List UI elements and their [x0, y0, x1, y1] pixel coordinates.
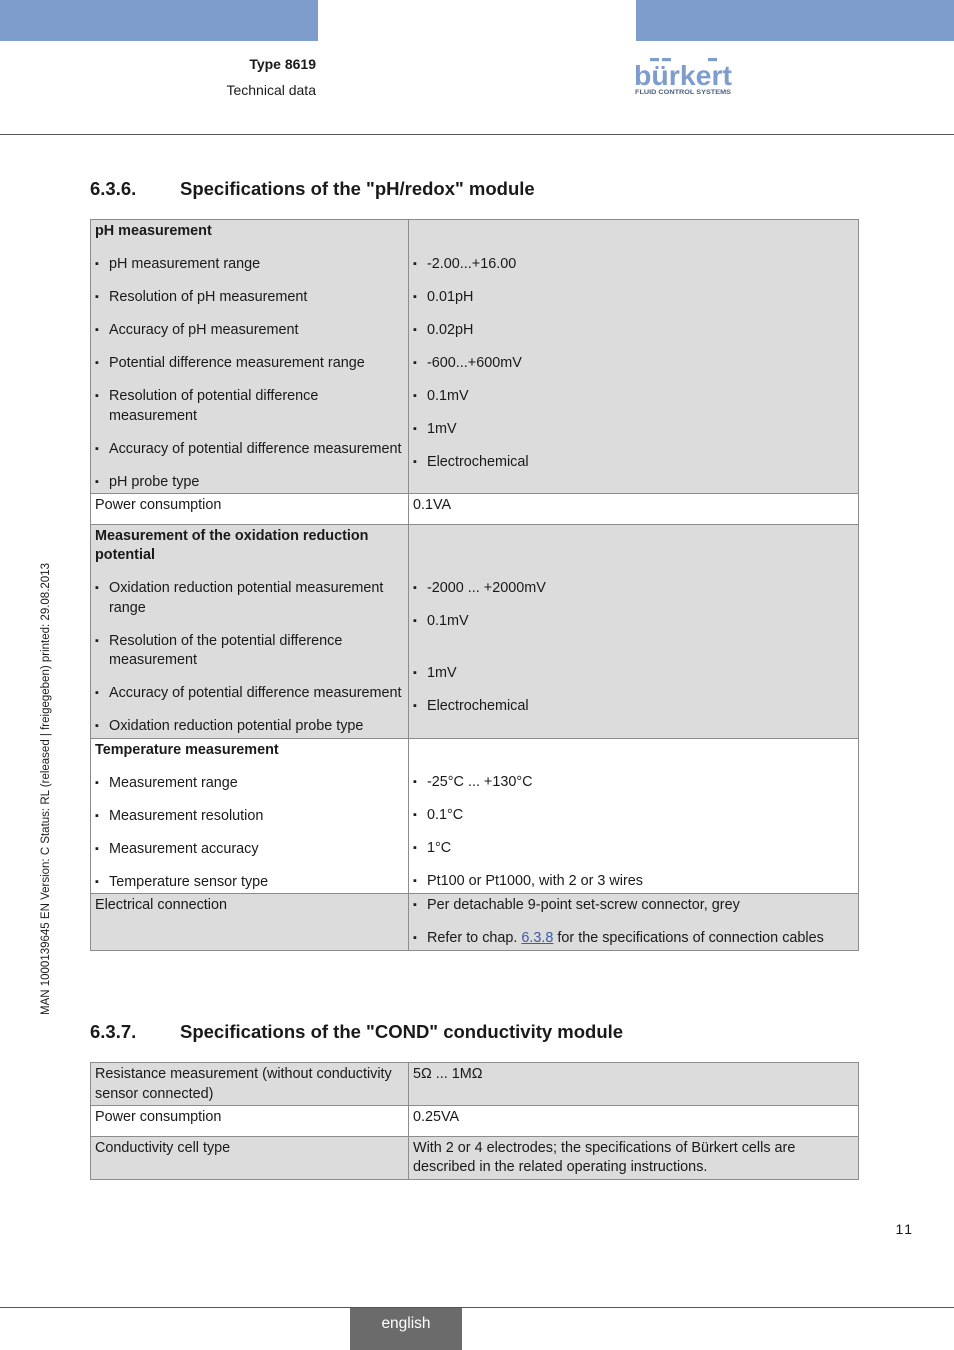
list-item: ▪ Accuracy of pH measurement	[95, 321, 404, 341]
spec-label-cell: Resistance measurement (without conductivity sensor connected)	[91, 1063, 409, 1106]
list-item: ▪ 0.01pH	[413, 288, 854, 308]
list-item: ▪ Oxidation reduction potential probe type	[95, 717, 404, 737]
table-row	[91, 220, 859, 494]
list-item: ▪ -600...+600mV	[413, 354, 854, 374]
spec-label-cell: Conductivity cell type	[91, 1136, 409, 1179]
list-item: ▪ Measurement range	[95, 774, 404, 794]
header-band-left	[0, 0, 318, 41]
logo-wordmark: bürkert	[634, 60, 732, 91]
cross-reference-suffix: for the specifications of connection cables	[553, 930, 824, 946]
table-row	[91, 894, 859, 951]
list-item: ▪ -2.00...+16.00	[413, 255, 854, 275]
spec-value-cell	[409, 738, 859, 894]
table-row	[91, 1136, 859, 1179]
section-title: Specifications of the "COND" conductivity module	[180, 1021, 624, 1042]
spec-label-cell: Electrical connection	[91, 894, 409, 951]
table-row	[91, 738, 859, 894]
list-item: ▪ -25°C ... +130°C	[413, 773, 854, 793]
cond-spec-table	[90, 1062, 859, 1180]
list-item: ▪ Temperature sensor type	[95, 873, 404, 893]
list-item: ▪ pH probe type	[95, 473, 404, 493]
spec-label-cell	[91, 738, 409, 894]
list-item: ▪ Electrochemical	[413, 453, 854, 473]
list-item: ▪ pH measurement range	[95, 255, 404, 275]
list-item: ▪ Per detachable 9-point set-screw connector, grey	[413, 896, 854, 916]
cross-reference-prefix: Refer to chap.	[427, 930, 522, 946]
chapter-link[interactable]: 6.3.8	[521, 930, 554, 946]
table-row	[91, 1063, 859, 1106]
language-tab: english	[350, 1308, 462, 1350]
list-item: ▪ Resolution of pH measurement	[95, 288, 404, 308]
list-item: ▪ 0.1mV	[413, 612, 854, 632]
spec-label-cell: Power consumption	[91, 494, 409, 525]
spec-value-cell: With 2 or 4 electrodes; the specifications of Bürkert cells are described in the related operating instructions.	[409, 1136, 859, 1179]
footer-rule	[0, 1307, 954, 1308]
table-row	[91, 494, 859, 525]
group-heading: pH measurement	[95, 223, 212, 239]
page-number: 11	[895, 1221, 914, 1237]
spec-label-cell	[91, 220, 409, 494]
list-item: ▪ Measurement resolution	[95, 807, 404, 827]
list-item: ▪ Accuracy of potential difference measurement	[95, 684, 404, 704]
list-item: ▪ Resolution of potential difference measurement	[95, 387, 404, 426]
table-row	[91, 1106, 859, 1137]
document-subtitle: Technical data	[226, 82, 316, 98]
spec-value-cell	[409, 524, 859, 738]
spec-value-cell	[409, 220, 859, 494]
ph-redox-spec-table	[90, 219, 859, 951]
list-item: ▪ Pt100 or Pt1000, with 2 or 3 wires	[413, 872, 854, 892]
burkert-logo	[634, 58, 734, 98]
list-item: ▪ 0.1mV	[413, 387, 854, 407]
section-heading-cond	[90, 1021, 623, 1043]
list-item: ▪ Potential difference measurement range	[95, 354, 404, 374]
table-row	[91, 524, 859, 738]
spec-value-cell: 0.25VA	[409, 1106, 859, 1137]
list-item: ▪ Resolution of the potential difference measurement	[95, 632, 404, 671]
document-type: Type 8619	[249, 56, 316, 72]
logo-tagline: FLUID CONTROL SYSTEMS	[635, 90, 731, 96]
header-band-right	[636, 0, 954, 41]
list-item: ▪ 1mV	[413, 664, 854, 684]
list-item: ▪ Accuracy of potential difference measurement	[95, 440, 404, 460]
list-item	[413, 929, 854, 949]
list-item: ▪ Electrochemical	[413, 697, 854, 717]
list-item: ▪ 1°C	[413, 839, 854, 859]
list-item: ▪ 1mV	[413, 420, 854, 440]
spec-label-cell	[91, 524, 409, 738]
list-item: ▪ Measurement accuracy	[95, 840, 404, 860]
list-item: ▪ 0.02pH	[413, 321, 854, 341]
spec-value-cell: 0.1VA	[409, 494, 859, 525]
section-title: Specifications of the "pH/redox" module	[180, 178, 535, 199]
section-heading-ph-redox	[90, 178, 535, 200]
spec-label-cell: Power consumption	[91, 1106, 409, 1137]
section-number: 6.3.7.	[90, 1021, 137, 1042]
list-item: ▪ Oxidation reduction potential measurement range	[95, 579, 404, 618]
document-status-sidebar: MAN 1000139645 EN Version: C Status: RL (released | freigegeben) printed: 29.08.2013	[40, 563, 52, 1015]
group-heading: Temperature measurement	[95, 741, 279, 758]
list-item: ▪ 0.1°C	[413, 806, 854, 826]
group-heading: Measurement of the oxidation reduction potential	[95, 527, 369, 563]
list-item: ▪ -2000 ... +2000mV	[413, 579, 854, 599]
spec-value-cell	[409, 894, 859, 951]
header-rule	[0, 134, 954, 135]
section-number: 6.3.6.	[90, 178, 137, 199]
spec-value-cell: 5Ω ... 1MΩ	[409, 1063, 859, 1106]
